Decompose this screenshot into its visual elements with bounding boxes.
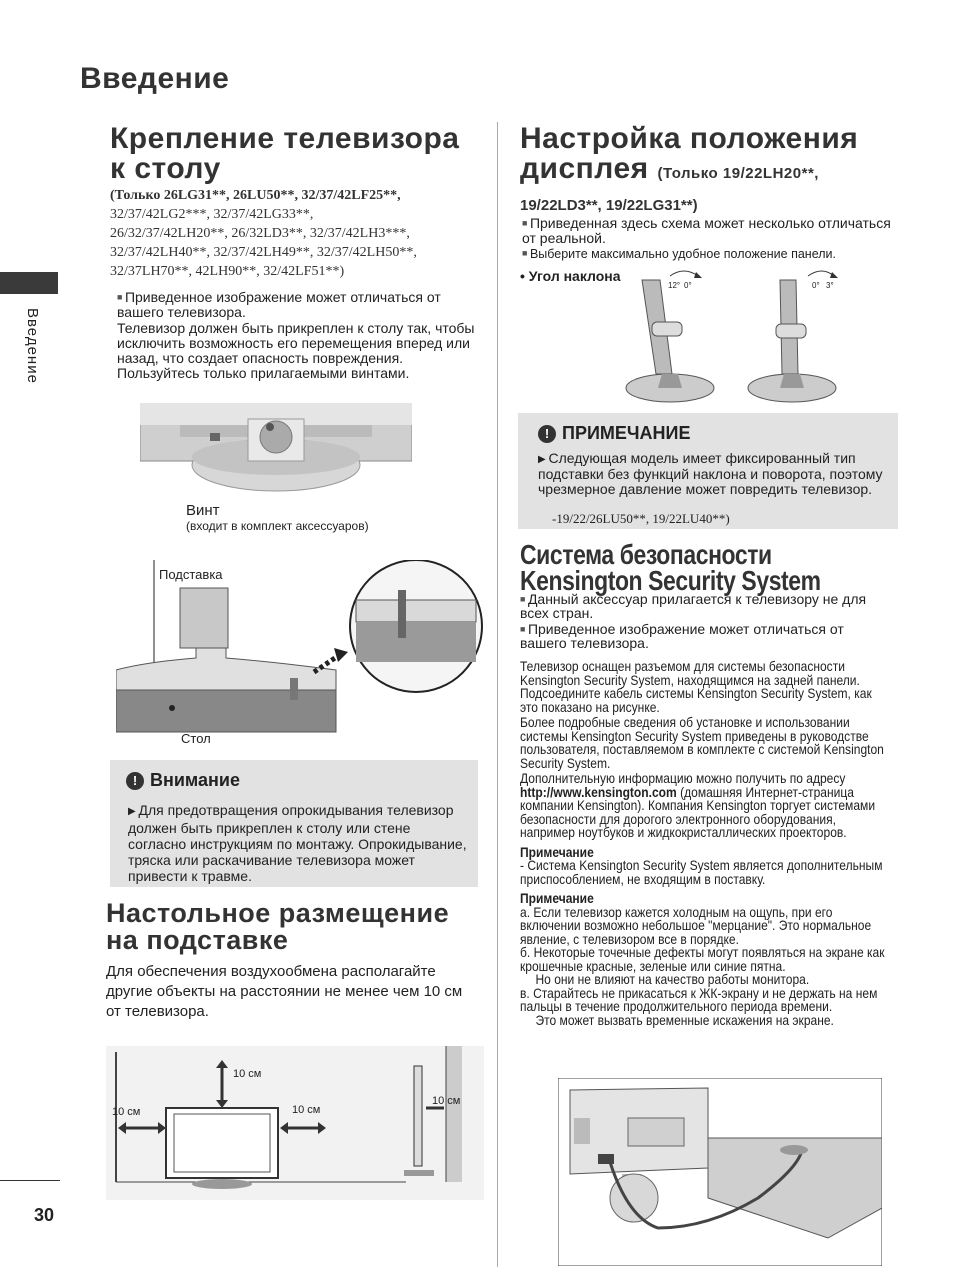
note-item: б. Некоторые точечные дефекты могут появляться на экране как крошечные красные, зеленые или синие пятна. (520, 944, 885, 974)
tilt-label: • Угол наклона (520, 268, 621, 284)
stand-label: Подставка (159, 567, 223, 582)
model-line: (Только 26LG31**, 26LU50**, 32/37/42LF25**, (110, 188, 401, 203)
side-section-label: Введение (24, 308, 41, 384)
note-models: -19/22/26LU50**, 19/22LU40**) (552, 511, 730, 526)
stand-table-illustration (116, 560, 484, 760)
screw-label: Винт (186, 502, 220, 519)
note-box (518, 413, 898, 529)
note-bullet: ■ Приведенное изображение может отличаться от вашего телевизора. (117, 290, 487, 320)
tilt-illustration (612, 262, 862, 410)
warning-box (110, 760, 478, 887)
note-bullet: ■ Приведенная здесь схема может несколько отличаться от реальной. (522, 216, 902, 246)
section-title: Настольное размещение на подставке (106, 898, 450, 955)
model-line: 19/22LD3**, 19/22LG31**) (520, 197, 698, 214)
tilt-drawing (612, 262, 862, 410)
page-number: 30 (34, 1205, 55, 1225)
section-title: Крепление телевизора к столу (110, 122, 460, 185)
page-title: Введение (80, 62, 230, 95)
body-paragraph: Телевизор оснащен разъемом для системы безопасности Kensington Security System, находящимся на задней панели. Подсоедините кабель системы Kensington Security System, как это показано на рисунке. (520, 658, 872, 715)
note-title: Примечание (520, 890, 594, 906)
section-display-position (520, 124, 930, 214)
kensington-bullets (520, 592, 890, 650)
dim-right: 10 см (292, 1104, 321, 1116)
section-title: Система безопасности Kensington Security System (520, 539, 821, 596)
kensington-body (520, 660, 890, 1027)
side-tab-marker (0, 272, 58, 294)
section-title: Настройка положения дисплея (Только 19/22LH20**, (520, 122, 859, 185)
column-divider (497, 122, 498, 1267)
angle-label: 12° (668, 281, 681, 290)
note-heading: ! ПРИМЕЧАНИЕ (538, 423, 690, 444)
warning-text: ▶ Для предотвращения опрокидывания телевизор должен быть прикреплен к столу или стене согласно инструкциям по монтажу. Опрокидывание, тряска или раскачивание телевизора может привести к травме. (128, 802, 468, 884)
note-text: ▶ Следующая модель имеет фиксированный тип подставки без функций наклона и поворота, поэтому чрезмерное давление может повредить телевизор. (538, 451, 888, 497)
dim-left: 10 см (112, 1106, 141, 1118)
kensington-url[interactable]: http://www.kensington.com (520, 783, 677, 800)
angle-label: 0° (684, 281, 692, 290)
model-line: 32/37LH70**, 42LH90**, 32/42LF51**) (110, 264, 345, 279)
stand-drawing (116, 560, 484, 760)
note-bullet: ■ Выберите максимально удобное положение панели. (522, 246, 902, 262)
model-line: 26/32/37/42LH20**, 26/32LD3**, 32/37/42LH3***, (110, 226, 410, 241)
clearance-drawing (106, 1046, 484, 1200)
note-bullet: ■ Данный аксессуар прилагается к телевизору не для всех стран. (520, 592, 890, 620)
exclamation-icon: ! (538, 425, 556, 443)
note-item: в. Старайтесь не прикасаться к ЖК-экрану и не держать на нем пальцы в течение продолжительного периода времени. (520, 984, 878, 1014)
body-text: Телевизор должен быть прикреплен к столу так, чтобы исключить возможность его перемещения вперед или назад, что создает опасность повреждения. Пользуйтесь только прилагаемыми винтами. (117, 320, 475, 381)
angle-label: 0° (812, 281, 820, 290)
note-item: Но они не влияют на качество работы монитора. (535, 971, 810, 987)
body-paragraph: Более подробные сведения об установке и использовании системы Kensington Security System приведены в руководстве пользователя, поставляемом в комплекте с системой Kensington Security System. (520, 714, 884, 771)
kensington-illustration (558, 1078, 882, 1266)
kensington-drawing (558, 1078, 882, 1266)
tv-bottom-drawing (140, 403, 412, 503)
note-item: Это может вызвать временные искажения на экране. (535, 1011, 834, 1028)
screw-sublabel: (входит в комплект аксессуаров) (186, 519, 369, 533)
stand-placement-text: Для обеспечения воздухообмена располагайте другие объекты на расстоянии не менее чем 10 см от телевизора. (106, 963, 463, 1020)
note-text: - Система Kensington Security System является дополнительным приспособлением, не входящим в поставку. (520, 857, 883, 887)
table-label: Стол (181, 731, 211, 746)
section-stand-placement (106, 900, 486, 954)
body-paragraph: Дополнительную информацию можно получить по адресу http://www.kensington.com (домашняя Интернет-страница компании Kensington). Компания Kensington торгует системами безопасности для дорогого электронного оборудования, например ноутбуков и жидкокристаллических проекторов. (520, 770, 876, 840)
section-table-mount (110, 124, 490, 281)
exclamation-icon: ! (126, 772, 144, 790)
angle-label: 3° (826, 281, 834, 290)
dim-side: 10 см (432, 1095, 461, 1107)
screw-illustration (140, 403, 412, 503)
section-kensington (520, 539, 940, 596)
display-position-notes (522, 216, 902, 262)
dim-top: 10 см (233, 1068, 262, 1080)
footer-rule (0, 1180, 60, 1181)
model-line: 32/37/42LG2***, 32/37/42LG33**, (110, 207, 314, 222)
model-list (110, 186, 490, 281)
warning-heading: ! Внимание (126, 770, 240, 791)
table-mount-text (117, 290, 487, 381)
note-title: Примечание (520, 843, 594, 860)
model-line: 32/37/42LH40**, 32/37/42LH49**, 32/37/42LH50**, (110, 245, 417, 260)
clearance-illustration (106, 1046, 484, 1200)
note-bullet: ■ Приведенное изображение может отличаться от вашего телевизора. (520, 622, 890, 650)
note-item: а. Если телевизор кажется холодным на ощупь, при его включении возможно небольшое "мерцание". Это нормальное явление, с телевизором все в порядке. (520, 903, 872, 947)
